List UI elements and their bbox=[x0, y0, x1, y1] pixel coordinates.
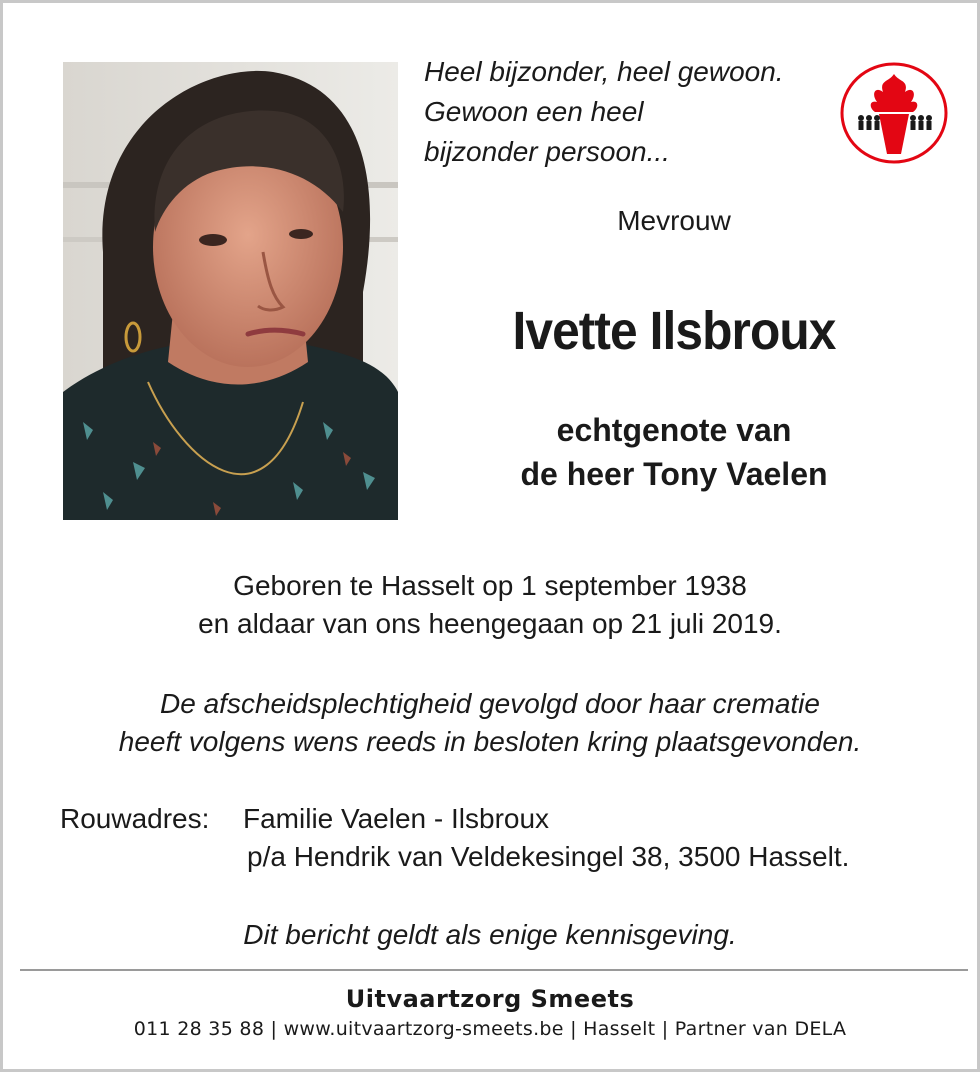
funeral-home-name: Uitvaartzorg Smeets bbox=[345, 985, 635, 1013]
funeral-home-contact: 011 28 35 88 | www.uitvaartzorg-smeets.be | Hasselt | Partner van DELA bbox=[133, 1018, 847, 1040]
death-line: en aldaar van ons heengegaan op 21 juli 2019. bbox=[198, 608, 782, 639]
spouse-info bbox=[424, 408, 924, 496]
notice-text: Dit bericht geldt als enige kennisgeving. bbox=[243, 919, 737, 950]
quote-line: bijzonder persoon... bbox=[424, 136, 670, 167]
address-label: Rouwadres: bbox=[60, 803, 210, 834]
quote-line: Gewoon een heel bbox=[424, 96, 644, 127]
address-line: Familie Vaelen - Ilsbroux bbox=[243, 803, 550, 834]
quote-line: Heel bijzonder, heel gewoon. bbox=[424, 56, 784, 87]
torch-logo-icon bbox=[839, 62, 949, 164]
honorific: Mevrouw bbox=[617, 205, 731, 236]
memorial-quote bbox=[424, 52, 844, 172]
life-dates bbox=[0, 567, 980, 643]
spouse-line: de heer Tony Vaelen bbox=[520, 456, 828, 492]
deceased-name: Ivette Ilsbroux bbox=[512, 301, 836, 361]
portrait-photo bbox=[63, 62, 398, 520]
divider bbox=[20, 969, 968, 971]
spouse-line: echtgenote van bbox=[556, 412, 792, 448]
ceremony-line: heeft volgens wens reeds in besloten kring plaatsgevonden. bbox=[118, 726, 862, 757]
birth-line: Geboren te Hasselt op 1 september 1938 bbox=[233, 570, 747, 601]
ceremony-text bbox=[0, 685, 980, 761]
ceremony-line: De afscheidsplechtigheid gevolgd door haar crematie bbox=[160, 688, 820, 719]
address-line: p/a Hendrik van Veldekesingel 38, 3500 Hasselt. bbox=[247, 841, 850, 872]
